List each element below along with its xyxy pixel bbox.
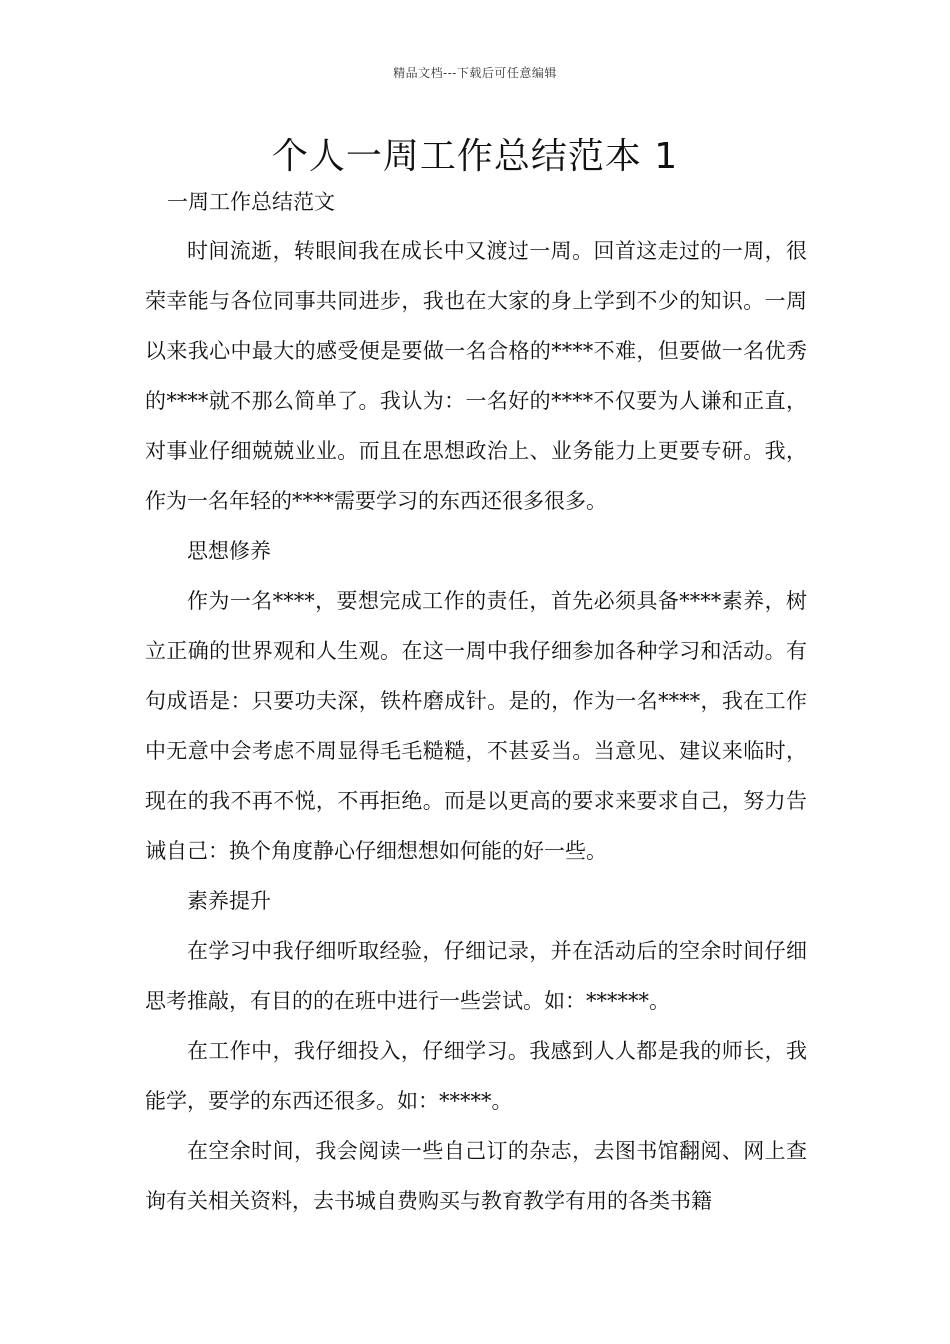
document-body xyxy=(145,226,807,1226)
paragraph-study: 在学习中我仔细听取经验，仔细记录，并在活动后的空余时间仔细思考推敲，有目的的在班中进行一些尝试。如：******。 xyxy=(145,939,807,1013)
paragraph-spare-time: 在空余时间，我会阅读一些自己订的杂志，去图书馆翻阅、网上查询有关相关资料，去书城自费购买与教育教学有用的各类书籍 xyxy=(145,1139,807,1213)
section-heading-thought: 思想修养 xyxy=(187,539,271,563)
document-title: 个人一周工作总结范本 1 xyxy=(271,136,679,177)
paragraph-intro: 时间流逝，转眼间我在成长中又渡过一周。回首这走过的一周，很荣幸能与各位同事共同进步，我也在大家的身上学到不少的知识。一周以来我心中最大的感受便是要做一名合格的****不难，但要做一名优秀的****就不那么简单了。我认为：一名好的****不仅要为人谦和正直，对事业仔细兢兢业业。而且在思想政治上、业务能力上更要专研。我，作为一名年轻的****需要学习的东西还很多很多。 xyxy=(145,239,807,513)
section-heading-quality: 素养提升 xyxy=(187,889,271,913)
paragraph-work: 在工作中，我仔细投入，仔细学习。我感到人人都是我的师长，我能学，要学的东西还很多。如：*****。 xyxy=(145,1039,807,1113)
paragraph-thought: 作为一名****，要想完成工作的责任，首先必须具备****素养，树立正确的世界观和人生观。在这一周中我仔细参加各种学习和活动。有句成语是：只要功夫深，铁杵磨成针。是的，作为一名****，我在工作中无意中会考虑不周显得毛毛糙糙，不甚妥当。当意见、建议来临时，现在的我不再不悦，不再拒绝。而是以更高的要求来要求自己，努力告诫自己：换个角度静心仔细想想如何能的好一些。 xyxy=(145,589,807,863)
header-note: 精品文档---下载后可任意编辑 xyxy=(393,66,557,80)
document-subtitle: 一周工作总结范文 xyxy=(167,190,335,214)
